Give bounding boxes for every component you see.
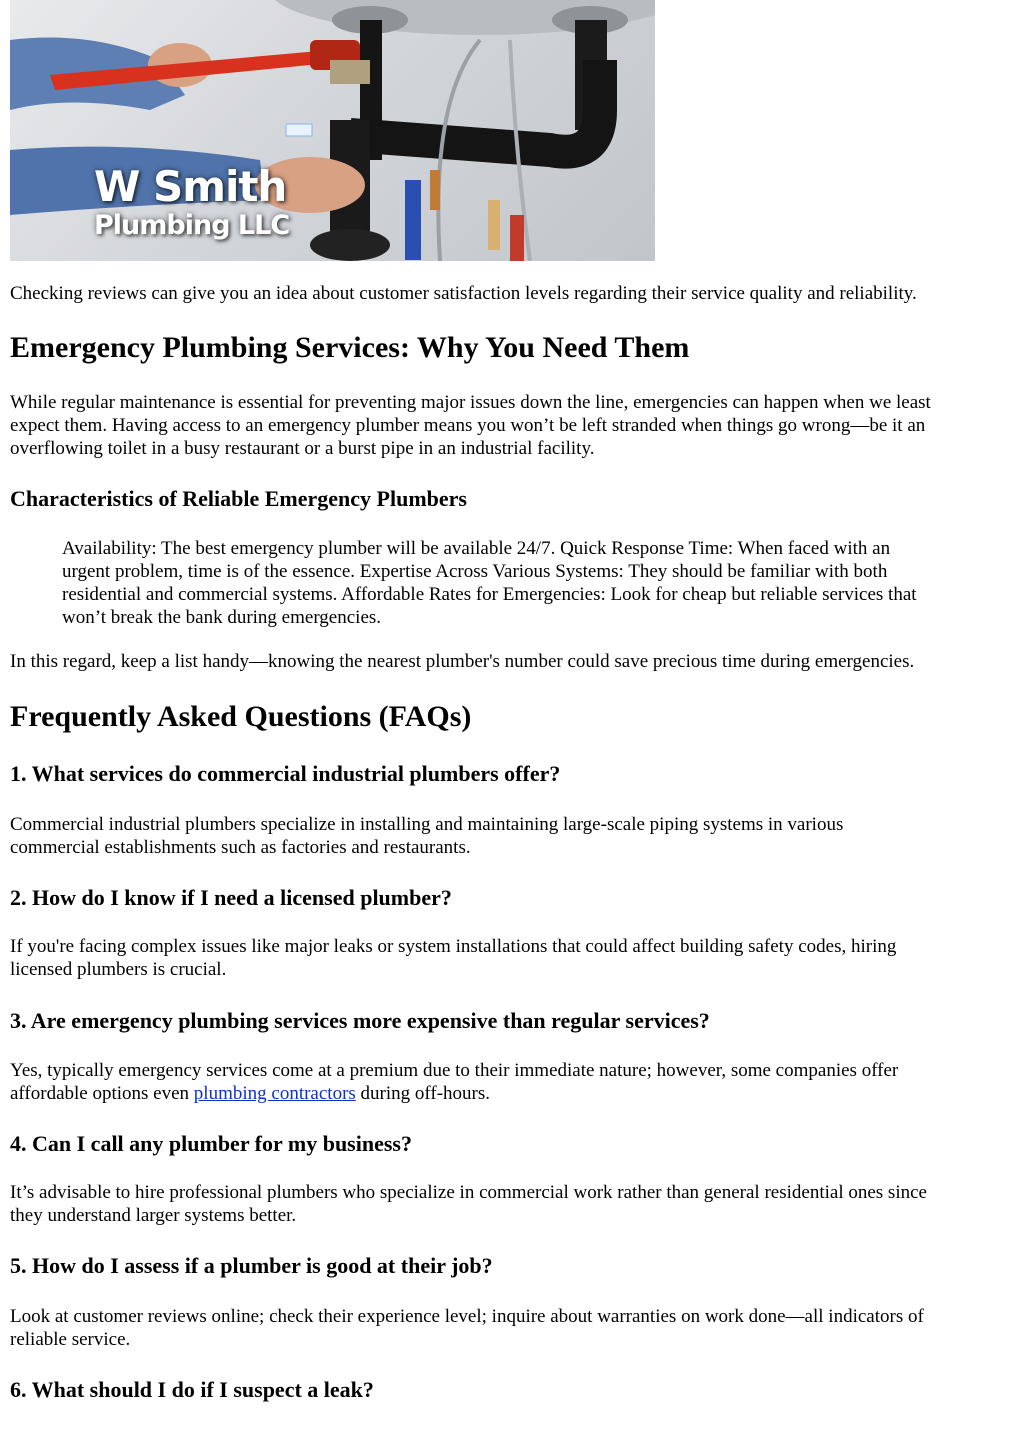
faq-answer-3-line-1: Yes, typically emergency services come at a premium due to their immediate nature; however, some companies offer [10,1060,899,1081]
emergency-heading: Emergency Plumbing Services: Why You Need Them [10,331,690,364]
faq-heading: Frequently Asked Questions (FAQs) [10,700,472,733]
emergency-paragraph-line-3: overflowing toilet in a busy restaurant or a burst pipe in an industrial facility. [10,438,595,459]
faq-answer-2-line-2: licensed plumbers is crucial. [10,959,227,980]
faq-question-5: 5. How do I assess if a plumber is good at their job? [10,1253,493,1278]
faq-answer-3-text-after: during off-hours. [355,1083,491,1104]
company-logo [94,162,290,241]
faq-question-1: 1. What services do commercial industrial plumbers offer? [10,761,561,786]
closing-paragraph: In this regard, keep a list handy—knowing the nearest plumber's number could save precious time during emergencies. [10,651,915,672]
faq-answer-1-line-2: commercial establishments such as factories and restaurants. [10,837,471,858]
faq-answer-5-line-1: Look at customer reviews online; check their experience level; inquire about warranties on work done—all indicators of [10,1306,924,1327]
emergency-paragraph-line-2: expect them. Having access to an emergency plumber means you won’t be left stranded when things go wrong—be it an [10,415,926,436]
faq-question-6: 6. What should I do if I suspect a leak? [10,1377,374,1402]
characteristics-quote-line-4: won’t break the bank during emergencies. [62,607,382,628]
faq-question-2: 2. How do I know if I need a licensed plumber? [10,885,452,910]
faq-question-4: 4. Can I call any plumber for my business? [10,1131,412,1156]
faq-answer-4-line-2: they understand larger systems better. [10,1205,297,1226]
logo-line-2: Plumbing LLC [94,210,290,241]
faq-question-3: 3. Are emergency plumbing services more expensive than regular services? [10,1008,710,1033]
characteristics-quote-line-1: Availability: The best emergency plumber will be available 24/7. Quick Response Time: When faced with an [62,538,891,559]
characteristics-quote-line-2: urgent problem, time is of the essence. Expertise Across Various Systems: They should be familiar with both [62,561,888,582]
intro-paragraph: Checking reviews can give you an idea about customer satisfaction levels regarding their service quality and reliability. [10,283,917,304]
faq-answer-3-text-before: affordable options even [10,1083,194,1104]
faq-answer-1-line-1: Commercial industrial plumbers specialize in installing and maintaining large-scale piping systems in various [10,814,844,835]
faq-answer-2-line-1: If you're facing complex issues like major leaks or system installations that could affect building safety codes, hiring [10,936,897,957]
characteristics-heading: Characteristics of Reliable Emergency Plumbers [10,486,467,511]
characteristics-quote-line-3: residential and commercial systems. Affordable Rates for Emergencies: Look for cheap but reliable services that [62,584,917,605]
logo-line-1: W Smith [94,162,287,211]
faq-answer-5-line-2: reliable service. [10,1329,131,1350]
faq-answer-3-line-2 [10,1082,490,1105]
hero-image [10,0,655,261]
emergency-paragraph-line-1: While regular maintenance is essential for preventing major issues down the line, emergencies can happen when we least [10,392,931,413]
faq-answer-4-line-1: It’s advisable to hire professional plumbers who specialize in commercial work rather than general residential ones since [10,1182,927,1203]
plumbing-contractors-link[interactable]: plumbing contractors [193,1083,356,1104]
